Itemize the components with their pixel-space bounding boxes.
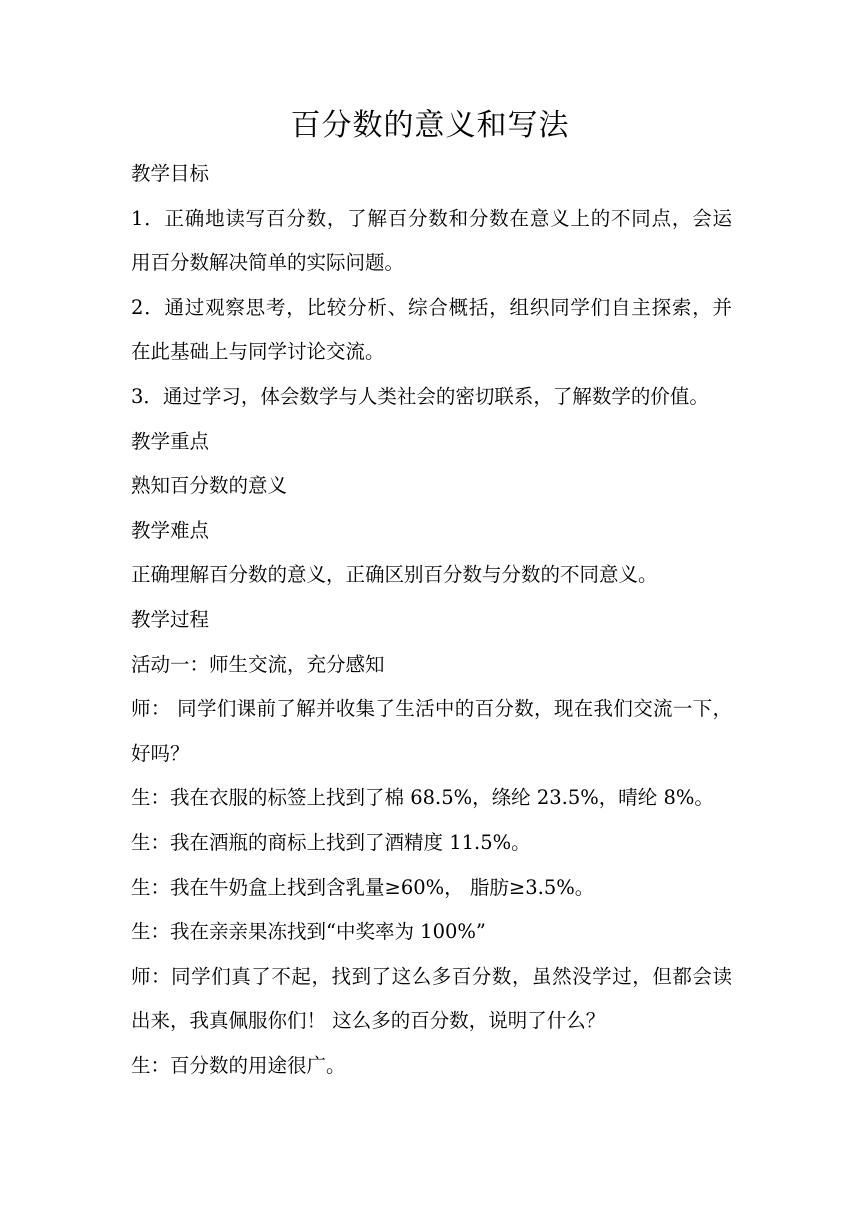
- activity-1-heading: 活动一：师生交流，充分感知: [131, 652, 385, 676]
- document-title: 百分数的意义和写法: [290, 108, 570, 143]
- objective-1-line-2: 用百分数解决简单的实际问题。: [131, 251, 405, 275]
- section-heading-difficulties: 教学难点: [131, 518, 210, 542]
- dialogue-student-3: 生：我在牛奶盒上找到含乳量≥60%， 脂肪≥3.5%。: [131, 875, 595, 899]
- dialogue-student-2: 生：我在酒瓶的商标上找到了酒精度 11.5%。: [131, 830, 531, 854]
- dialogue-student-5: 生：百分数的用途很广。: [131, 1053, 346, 1077]
- section-heading-process: 教学过程: [131, 607, 210, 631]
- section-heading-objectives: 教学目标: [131, 162, 210, 185]
- objective-3: 3．通过学习，体会数学与人类社会的密切联系，了解数学的价值。: [131, 384, 709, 408]
- section-heading-key-points: 教学重点: [131, 429, 210, 453]
- difficulty-text: 正确理解百分数的意义，正确区别百分数与分数的不同意义。: [131, 563, 658, 587]
- dialogue-teacher-1-line-1: 师： 同学们课前了解并收集了生活中的百分数，现在我们交流一下，: [131, 697, 732, 721]
- dialogue-teacher-2-line-2: 出来，我真佩服你们！ 这么多的百分数，说明了什么？: [131, 1009, 606, 1033]
- key-point-text: 熟知百分数的意义: [131, 474, 288, 498]
- dialogue-teacher-1-line-2: 好吗？: [131, 741, 190, 765]
- objective-2-line-2: 在此基础上与同学讨论交流。: [131, 340, 385, 364]
- objective-2-line-1: 2．通过观察思考，比较分析、综合概括，组织同学们自主探索，并: [131, 295, 732, 319]
- dialogue-teacher-2-line-1: 师：同学们真了不起，找到了这么多百分数，虽然没学过，但都会读: [131, 964, 732, 988]
- objective-1-line-1: 1．正确地读写百分数，了解百分数和分数在意义上的不同点，会运: [131, 206, 732, 230]
- dialogue-student-1: 生：我在衣服的标签上找到了棉 68.5%，绦纶 23.5%，晴纶 8%。: [131, 786, 714, 810]
- dialogue-student-4: 生：我在亲亲果冻找到“中奖率为 100%”: [131, 920, 486, 944]
- document-body: [131, 152, 732, 1088]
